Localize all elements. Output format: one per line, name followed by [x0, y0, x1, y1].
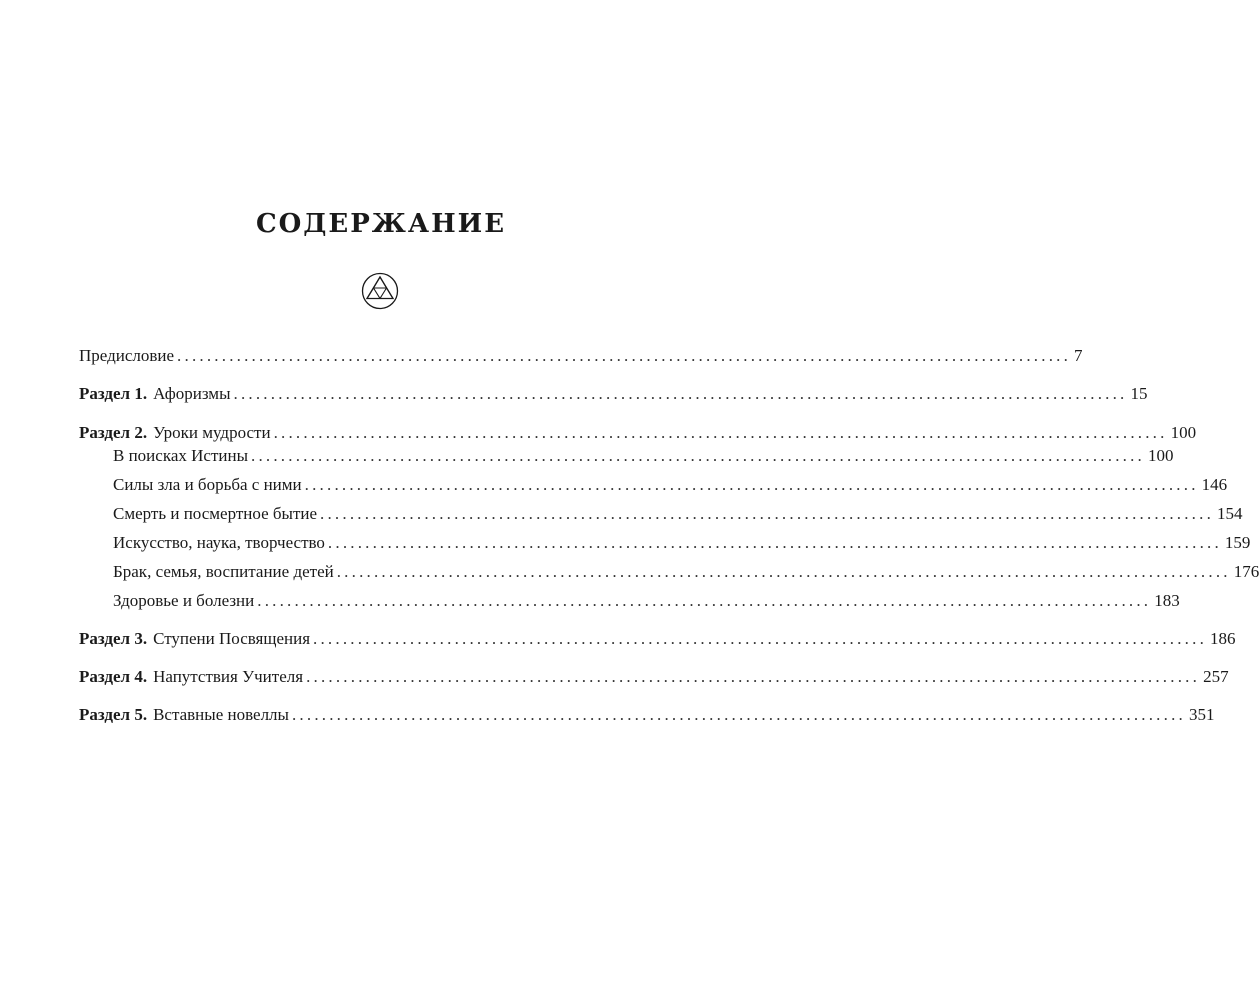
toc-entry[interactable]	[113, 589, 1180, 613]
toc-page-number: 183	[1154, 591, 1180, 610]
dot-leader: ........................................................................................................................	[320, 504, 1215, 523]
dot-leader: ........................................................................................................................	[251, 446, 1145, 465]
toc-entry-title: Силы зла и борьба с ними	[113, 475, 302, 494]
toc-entry[interactable]	[113, 473, 1228, 497]
dot-leader: ........................................................................................................................	[233, 384, 1128, 403]
toc-entry-title: Вставные новеллы	[153, 705, 289, 724]
toc-entry[interactable]	[79, 627, 1236, 651]
toc-entry[interactable]	[79, 665, 1229, 689]
toc-entry[interactable]	[113, 502, 1243, 526]
toc-page-number: 257	[1203, 667, 1229, 686]
toc-section-prefix: Раздел 5.	[79, 705, 148, 724]
toc-page-number: 154	[1217, 504, 1243, 523]
toc-section-prefix: Раздел 4.	[79, 667, 148, 686]
toc-page-number: 7	[1074, 346, 1083, 365]
toc-entry-title: Афоризмы	[153, 384, 231, 403]
dot-leader: ........................................................................................................................	[273, 423, 1168, 442]
toc-page-number: 15	[1130, 384, 1148, 403]
toc-entry-title: В поисках Истины	[113, 446, 248, 465]
dot-leader: ........................................................................................................................	[336, 562, 1231, 581]
toc-entry-title: Брак, семья, воспитание детей	[113, 562, 334, 581]
toc-entry-title: Уроки мудрости	[153, 423, 271, 442]
toc-entry-title: Предисловие	[79, 346, 175, 365]
toc-entry[interactable]	[113, 531, 1251, 555]
dot-leader: ........................................................................................................................	[291, 705, 1186, 724]
toc-entry-title: Здоровье и болезни	[113, 591, 255, 610]
toc-page-number: 159	[1224, 533, 1251, 552]
toc-section-prefix: Раздел 1.	[79, 384, 148, 403]
toc-section-prefix: Раздел 2.	[79, 423, 148, 442]
toc-entry-title: Ступени Посвящения	[153, 629, 311, 648]
toc-page-number: 146	[1201, 475, 1228, 494]
dot-leader: ........................................................................................................................	[327, 533, 1222, 552]
dot-leader: ........................................................................................................................	[177, 346, 1072, 365]
toc-page-number: 351	[1188, 705, 1215, 724]
toc-page-number: 176	[1233, 562, 1259, 581]
toc-section-prefix: Раздел 3.	[79, 629, 148, 648]
toc-entry[interactable]	[113, 444, 1174, 468]
toc-entry-title: Напутствия Учителя	[153, 667, 304, 686]
dot-leader: ........................................................................................................................	[313, 629, 1208, 648]
toc-entry[interactable]	[79, 344, 1083, 368]
dot-leader: ........................................................................................................................	[257, 591, 1152, 610]
circle-triangle-icon	[361, 272, 399, 310]
toc-page-number: 186	[1210, 629, 1236, 648]
page-title: СОДЕРЖАНИЕ	[255, 209, 507, 239]
toc-entry-title: Смерть и посмертное бытие	[113, 504, 318, 523]
toc-page-number: 100	[1148, 446, 1174, 465]
toc-entry[interactable]	[79, 382, 1148, 406]
toc-entry-title: Искусство, наука, творчество	[113, 533, 325, 552]
dot-leader: ........................................................................................................................	[306, 667, 1201, 686]
toc-entry[interactable]	[79, 421, 1197, 445]
toc-page-number: 100	[1170, 423, 1197, 442]
toc-entry[interactable]	[113, 560, 1259, 584]
toc-entry[interactable]	[79, 703, 1215, 727]
dot-leader: ........................................................................................................................	[304, 475, 1199, 494]
